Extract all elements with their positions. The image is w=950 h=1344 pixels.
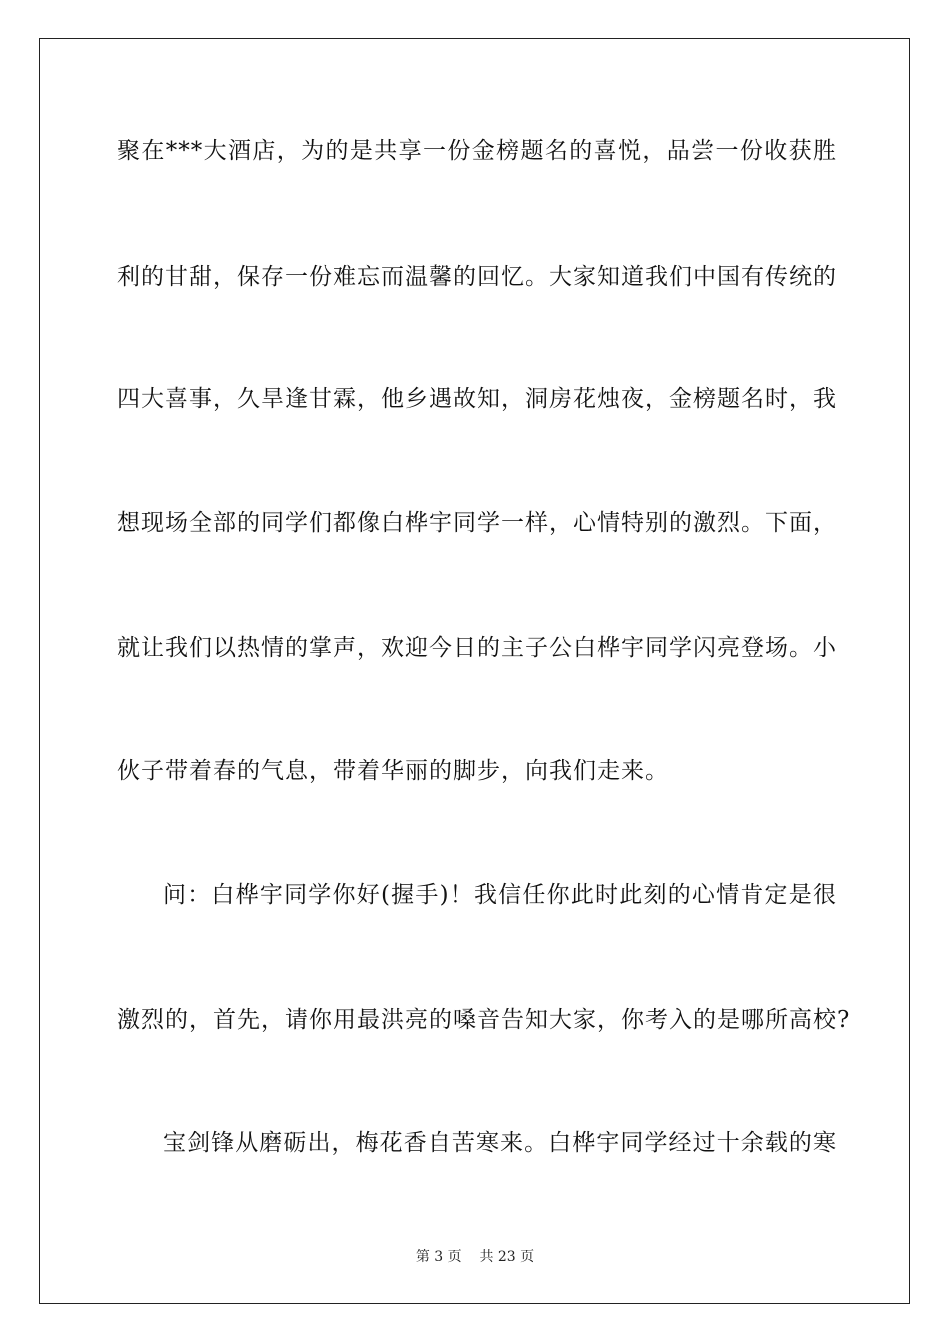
- text-line-7: 问：白桦宇同学你好(握手)！我信任你此时此刻的心情肯定是很: [163, 882, 837, 908]
- text-line-1: 聚在***大酒店，为的是共享一份金榜题名的喜悦，品尝一份收获胜: [117, 138, 837, 164]
- text-line-4: 想现场全部的同学们都像白桦宇同学一样，心情特别的激烈。下面，: [117, 510, 837, 536]
- text-line-8: 激烈的，首先，请你用最洪亮的嗓音告知大家，你考入的是哪所高校?: [117, 1007, 851, 1033]
- page-number: 第 3 页: [415, 1249, 462, 1265]
- text-line-6: 伙子带着春的气息，带着华丽的脚步，向我们走来。: [117, 758, 669, 784]
- text-line-3: 四大喜事，久旱逢甘霖，他乡遇故知，洞房花烛夜，金榜题名时，我: [117, 386, 837, 412]
- page-footer: [0, 1248, 950, 1266]
- page-border: [39, 38, 910, 1304]
- text-line-5: 就让我们以热情的掌声，欢迎今日的主子公白桦宇同学闪亮登场。小: [117, 635, 837, 661]
- text-line-2: 利的甘甜，保存一份难忘而温馨的回忆。大家知道我们中国有传统的: [117, 264, 837, 290]
- total-pages: 共 23 页: [479, 1249, 535, 1265]
- text-line-9: 宝剑锋从磨砺出，梅花香自苦寒来。白桦宇同学经过十余载的寒: [163, 1130, 837, 1156]
